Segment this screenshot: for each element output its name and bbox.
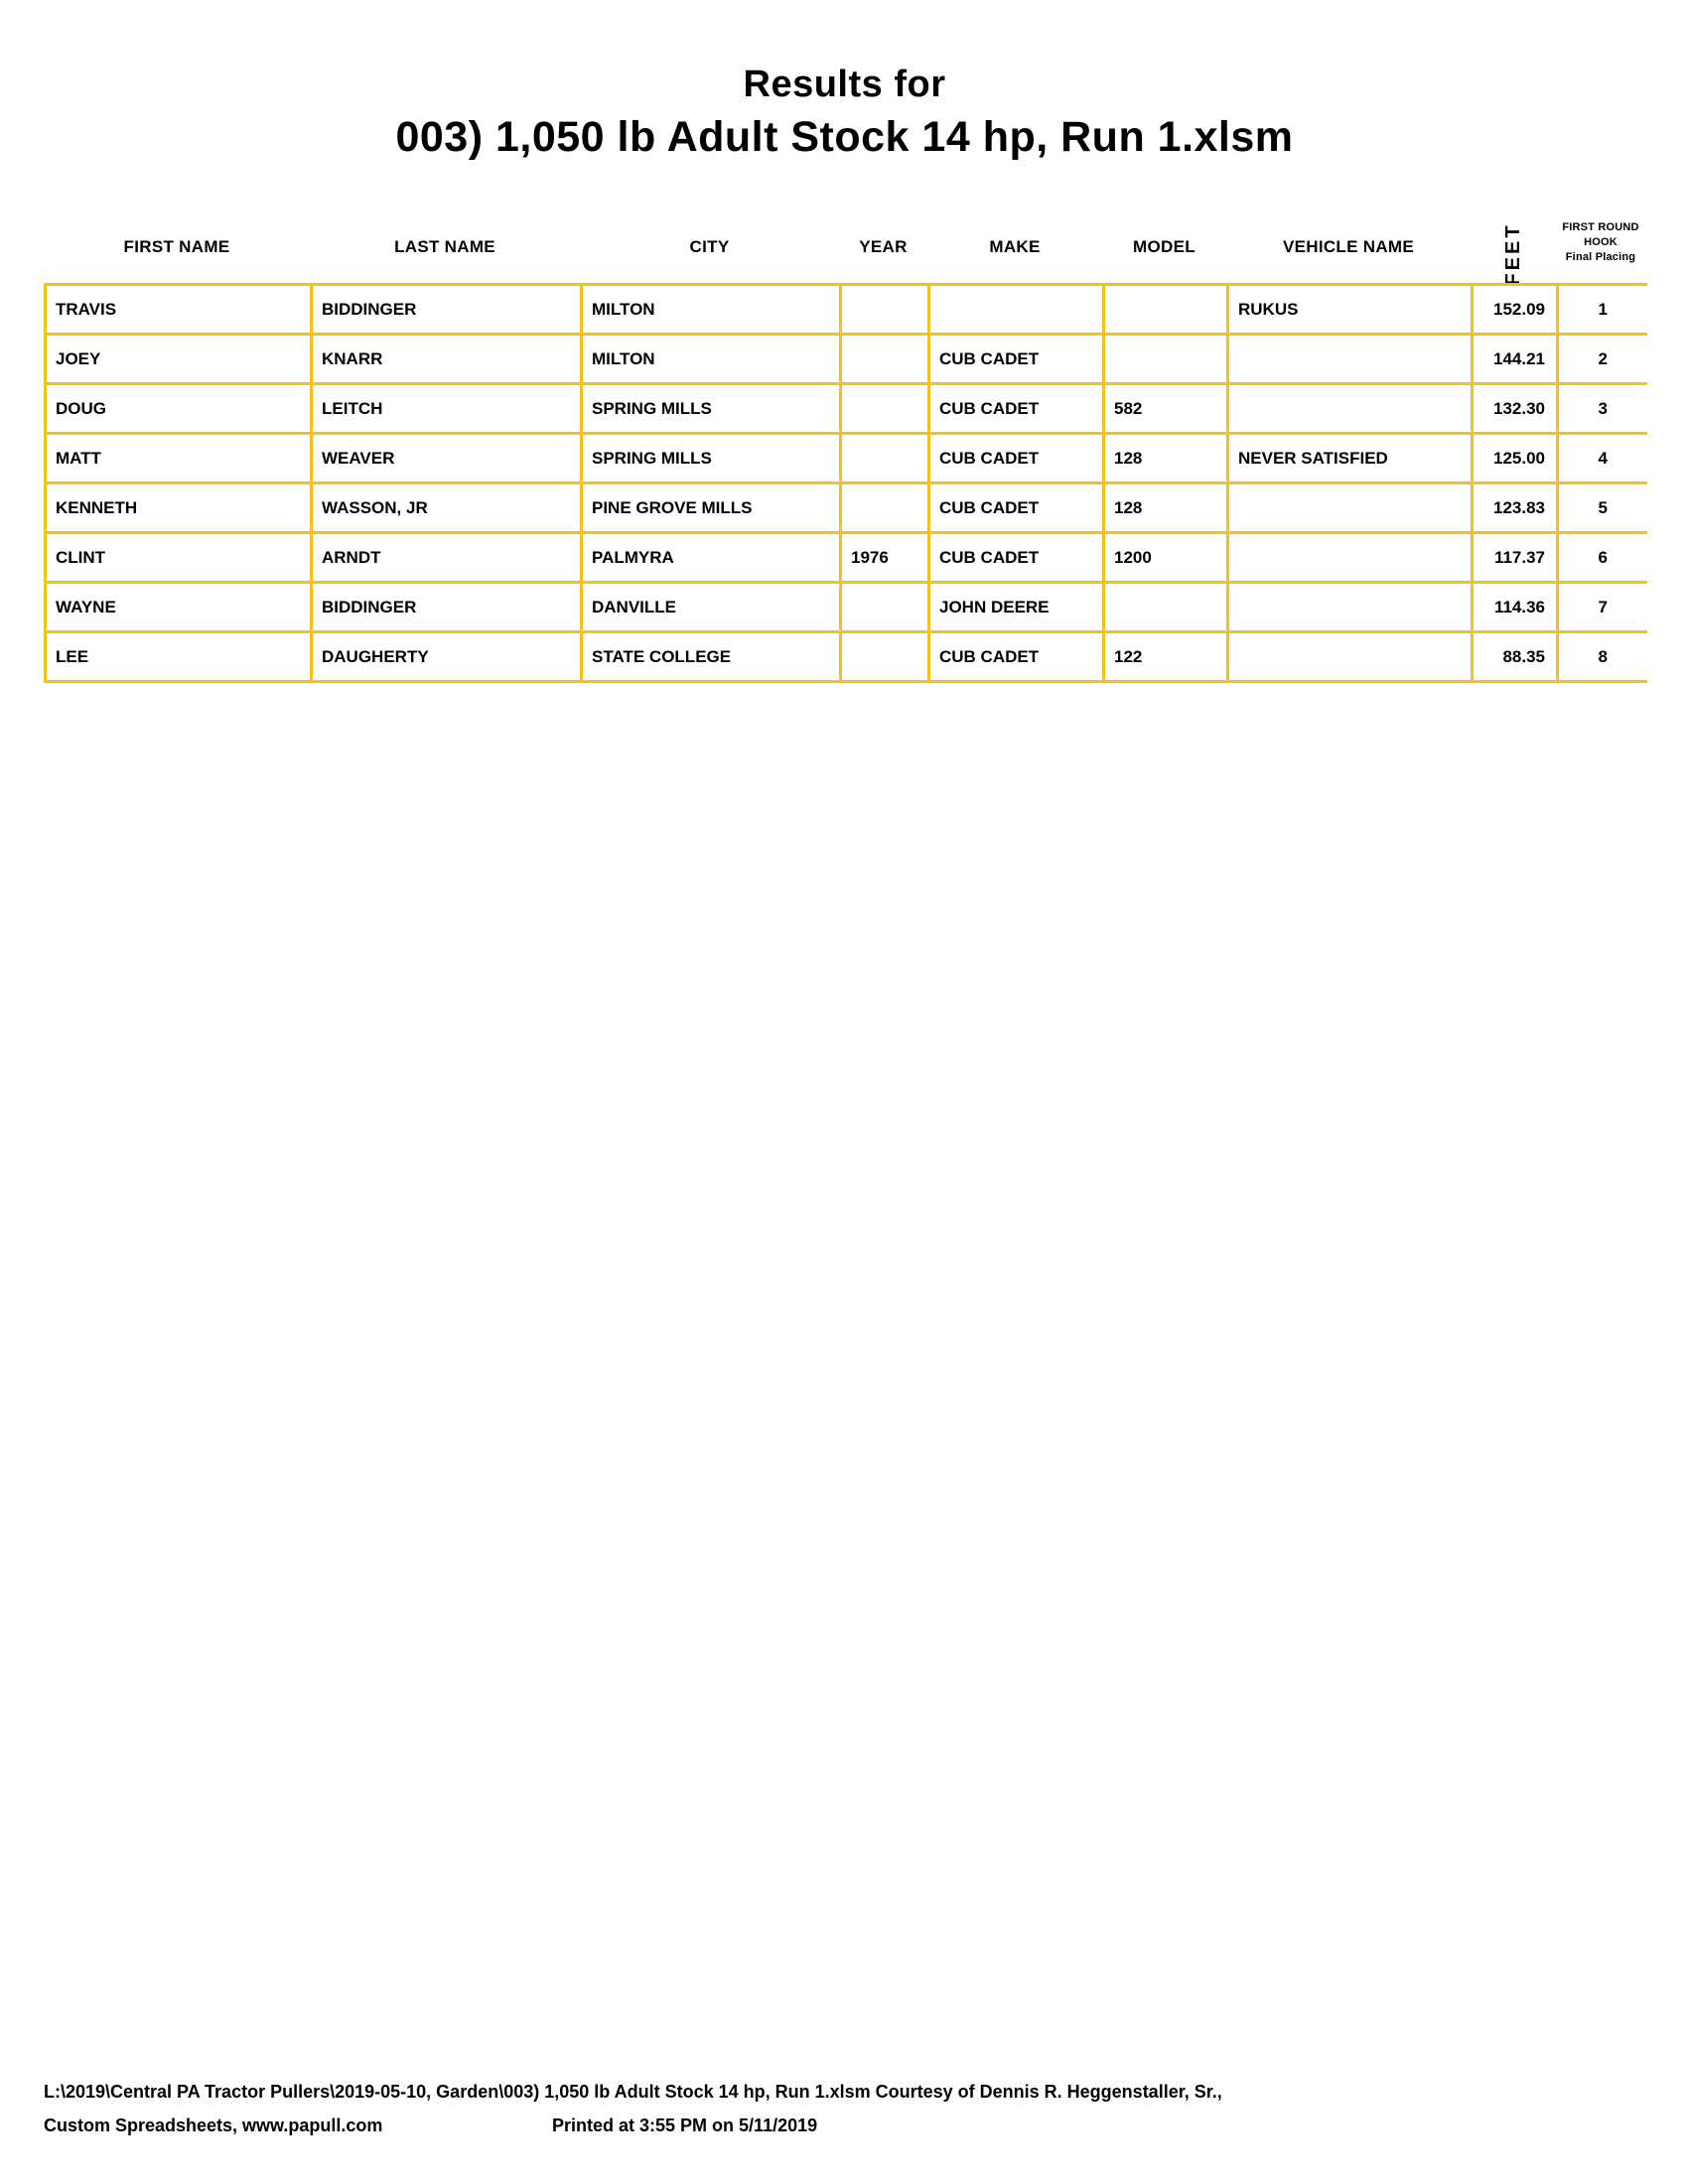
cell-first-name: JOEY: [46, 335, 312, 384]
cell-vehicle-name: RUKUS: [1228, 285, 1473, 335]
cell-year: [841, 632, 929, 682]
cell-last-name: BIDDINGER: [312, 583, 582, 632]
cell-vehicle-name: [1228, 335, 1473, 384]
feet-rotated-label: FEET: [1502, 222, 1524, 286]
cell-feet: 117.37: [1473, 533, 1558, 583]
column-header-vehicle-name: VEHICLE NAME: [1282, 237, 1415, 256]
cell-model: 122: [1104, 632, 1228, 682]
cell-city: MILTON: [582, 335, 841, 384]
cell-vehicle-name: [1228, 483, 1473, 533]
title-line-2: 003) 1,050 lb Adult Stock 14 hp, Run 1.xlsm: [395, 113, 1294, 161]
cell-first-name: WAYNE: [46, 583, 312, 632]
cell-make: JOHN DEERE: [929, 583, 1104, 632]
cell-placing: 2: [1558, 335, 1647, 384]
cell-vehicle-name: [1228, 583, 1473, 632]
table-row: [46, 583, 1647, 632]
cell-last-name: ARNDT: [312, 533, 582, 583]
column-header-feet: [1471, 197, 1556, 286]
page-footer: [44, 2075, 1652, 2142]
table-row: [46, 384, 1647, 434]
cell-model: 582: [1104, 384, 1228, 434]
footer-line-2: [44, 2109, 1652, 2142]
placing-header-line-3: Final Placing: [1565, 251, 1636, 263]
cell-feet: 125.00: [1473, 434, 1558, 483]
column-header-model: MODEL: [1133, 237, 1196, 256]
placing-header-line-1: FIRST ROUND: [1562, 221, 1639, 233]
footer-file-path: L:\2019\Central PA Tractor Pullers\2019-05-10, Garden\003) 1,050 lb Adult Stock 14 hp, Run 1.xlsm Courtesy of Dennis R. Heggenstaller, Sr.,: [44, 2082, 1222, 2102]
column-header-city: CITY: [689, 237, 730, 256]
cell-make: CUB CADET: [929, 533, 1104, 583]
cell-city: MILTON: [582, 285, 841, 335]
cell-make: CUB CADET: [929, 483, 1104, 533]
cell-city: SPRING MILLS: [582, 434, 841, 483]
cell-placing: 7: [1558, 583, 1647, 632]
table-row: [46, 533, 1647, 583]
cell-model: [1104, 335, 1228, 384]
cell-city: PALMYRA: [582, 533, 841, 583]
footer-printed-timestamp: Printed at 3:55 PM on 5/11/2019: [552, 2116, 818, 2135]
placing-header-lines: [1556, 197, 1645, 265]
cell-year: [841, 483, 929, 533]
cell-year: [841, 384, 929, 434]
cell-feet: 123.83: [1473, 483, 1558, 533]
table-header-row: [44, 197, 1645, 286]
cell-feet: 152.09: [1473, 285, 1558, 335]
cell-placing: 6: [1558, 533, 1647, 583]
column-header-year: YEAR: [859, 237, 908, 256]
cell-make: CUB CADET: [929, 434, 1104, 483]
cell-year: [841, 583, 929, 632]
cell-feet: 144.21: [1473, 335, 1558, 384]
page-title: [44, 60, 1645, 165]
placing-header-line-2: HOOK: [1584, 236, 1618, 248]
cell-feet: 114.36: [1473, 583, 1558, 632]
cell-city: DANVILLE: [582, 583, 841, 632]
cell-vehicle-name: NEVER SATISFIED: [1228, 434, 1473, 483]
cell-placing: 4: [1558, 434, 1647, 483]
cell-vehicle-name: [1228, 384, 1473, 434]
table-row: [46, 632, 1647, 682]
table-row: [46, 335, 1647, 384]
cell-last-name: DAUGHERTY: [312, 632, 582, 682]
cell-city: STATE COLLEGE: [582, 632, 841, 682]
cell-year: [841, 285, 929, 335]
cell-model: [1104, 285, 1228, 335]
cell-model: 128: [1104, 483, 1228, 533]
results-table: [44, 283, 1647, 683]
cell-vehicle-name: [1228, 632, 1473, 682]
cell-year: 1976: [841, 533, 929, 583]
column-header-placing: [1556, 197, 1645, 283]
cell-city: SPRING MILLS: [582, 384, 841, 434]
column-header-make: MAKE: [989, 237, 1041, 256]
cell-vehicle-name: [1228, 533, 1473, 583]
cell-feet: 132.30: [1473, 384, 1558, 434]
results-table-body: [46, 285, 1647, 682]
cell-year: [841, 434, 929, 483]
cell-last-name: BIDDINGER: [312, 285, 582, 335]
cell-placing: 8: [1558, 632, 1647, 682]
cell-feet: 88.35: [1473, 632, 1558, 682]
cell-model: [1104, 583, 1228, 632]
cell-model: 1200: [1104, 533, 1228, 583]
cell-model: 128: [1104, 434, 1228, 483]
cell-placing: 5: [1558, 483, 1647, 533]
cell-make: [929, 285, 1104, 335]
cell-make: CUB CADET: [929, 335, 1104, 384]
cell-make: CUB CADET: [929, 632, 1104, 682]
cell-first-name: TRAVIS: [46, 285, 312, 335]
cell-last-name: WEAVER: [312, 434, 582, 483]
cell-year: [841, 335, 929, 384]
column-header-last-name: LAST NAME: [394, 237, 495, 256]
table-row: [46, 483, 1647, 533]
cell-first-name: KENNETH: [46, 483, 312, 533]
cell-first-name: DOUG: [46, 384, 312, 434]
column-header-first-name: FIRST NAME: [123, 237, 230, 256]
table-row: [46, 285, 1647, 335]
cell-first-name: CLINT: [46, 533, 312, 583]
cell-first-name: LEE: [46, 632, 312, 682]
footer-credit: Custom Spreadsheets, www.papull.com: [44, 2116, 383, 2135]
title-line-1: Results for: [743, 64, 946, 105]
cell-first-name: MATT: [46, 434, 312, 483]
cell-last-name: WASSON, JR: [312, 483, 582, 533]
cell-last-name: LEITCH: [312, 384, 582, 434]
cell-city: PINE GROVE MILLS: [582, 483, 841, 533]
cell-placing: 1: [1558, 285, 1647, 335]
cell-placing: 3: [1558, 384, 1647, 434]
table-row: [46, 434, 1647, 483]
cell-make: CUB CADET: [929, 384, 1104, 434]
cell-last-name: KNARR: [312, 335, 582, 384]
